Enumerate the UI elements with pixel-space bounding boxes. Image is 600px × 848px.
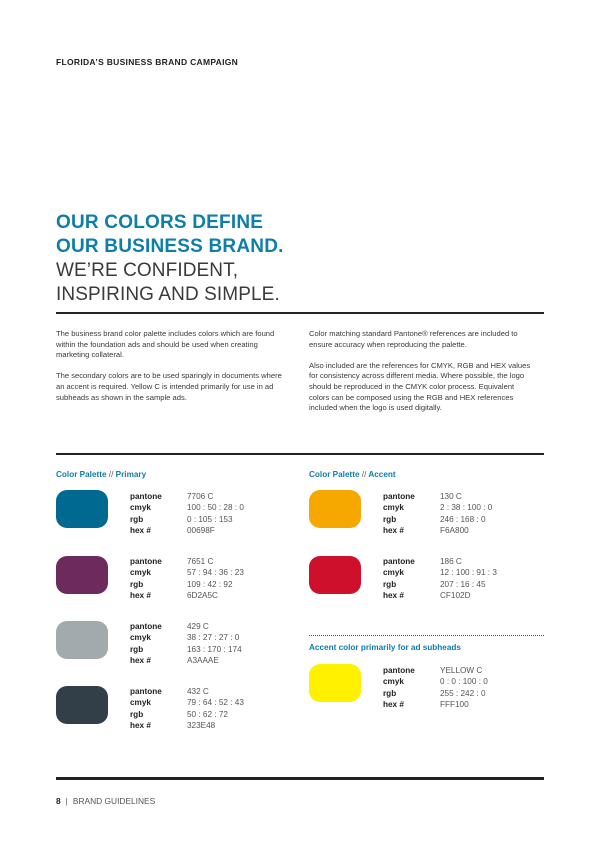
primary-title-sub: Primary (115, 470, 147, 479)
spec-rgb-value: 50 : 62 : 72 (187, 709, 228, 719)
spec-hex-value: 6D2A5C (187, 590, 218, 600)
spec-label: rgb (130, 579, 144, 589)
intro-left-paragraph-2: The secondary colors are to be used sparingly in documents where an accent is required. Yellow C is intended primarily for use in ad subheads as shown in the sample ads. (56, 371, 282, 402)
primary-title-text: Color Palette (56, 470, 107, 479)
color-swatch-primary-2 (56, 556, 108, 594)
spec-pantone-value: 130 C (440, 492, 462, 501)
color-swatch-primary-4 (56, 686, 108, 724)
accent-title-text: Color Palette (309, 470, 360, 479)
spec-label: pantone (130, 687, 162, 696)
dotted-divider (309, 635, 544, 636)
accent-title-sub: Accent (368, 470, 396, 479)
intro-left-column (56, 329, 284, 403)
spec-label: cmyk (130, 503, 151, 513)
headline-line-2: OUR BUSINESS BRAND. (56, 236, 284, 257)
spec-label: rgb (130, 644, 144, 654)
spec-label: cmyk (130, 568, 151, 578)
spec-pantone-value: 429 C (187, 622, 209, 631)
color-spec-primary-1 (130, 491, 244, 536)
footer-separator: | (65, 796, 68, 806)
spec-pantone-value: 7706 C (187, 492, 214, 501)
divider-middle (56, 453, 544, 455)
spec-label: rgb (383, 688, 397, 698)
headline-line-1: OUR COLORS DEFINE (56, 212, 264, 233)
spec-label: pantone (130, 492, 162, 501)
color-swatch-primary-1 (56, 490, 108, 528)
color-swatch-subhead (309, 664, 361, 702)
spec-label: hex # (383, 699, 404, 709)
spec-pantone-value: 7651 C (187, 557, 214, 566)
spec-hex-value: 00698F (187, 525, 215, 535)
spec-label: pantone (130, 622, 162, 631)
color-swatch-accent-1 (309, 490, 361, 528)
divider-bottom (56, 777, 544, 780)
spec-cmyk-value: 38 : 27 : 27 : 0 (187, 633, 240, 643)
color-spec-primary-4 (130, 686, 244, 731)
spec-label: hex # (130, 720, 151, 730)
primary-palette-title (56, 470, 146, 479)
intro-right-column (309, 329, 535, 414)
spec-label: pantone (383, 666, 415, 675)
spec-rgb-value: 255 : 242 : 0 (440, 688, 486, 698)
spec-cmyk-value: 79 : 64 : 52 : 43 (187, 698, 244, 708)
spec-cmyk-value: 57 : 94 : 36 : 23 (187, 568, 244, 578)
spec-hex-value: A3AAAE (187, 655, 219, 665)
spec-label: cmyk (383, 677, 404, 687)
spec-label: rgb (383, 514, 397, 524)
color-spec-accent-1 (383, 491, 492, 536)
spec-label: hex # (130, 525, 151, 535)
spec-hex-value: CF102D (440, 590, 471, 600)
spec-label: rgb (130, 514, 144, 524)
spec-hex-value: F6A800 (440, 525, 469, 535)
intro-left-paragraph-1: The business brand color palette includes colors which are found within the foundation ads and should be used when creating marketing collateral. (56, 329, 275, 360)
page-number: 8 (56, 796, 61, 806)
document-header: FLORIDA’S BUSINESS BRAND CAMPAIGN (56, 57, 239, 67)
spec-label: cmyk (383, 503, 404, 513)
spec-cmyk-value: 100 : 50 : 28 : 0 (187, 503, 244, 513)
spec-label: hex # (130, 590, 151, 600)
spec-label: cmyk (130, 633, 151, 643)
spec-label: pantone (383, 492, 415, 501)
intro-right-paragraph-1: Color matching standard Pantone® references are included to ensure accuracy when reproducing the palette. (309, 329, 518, 349)
spec-label: cmyk (130, 698, 151, 708)
spec-label: hex # (130, 655, 151, 665)
spec-rgb-value: 207 : 16 : 45 (440, 579, 486, 589)
headline-line-4: INSPIRING AND SIMPLE. (56, 284, 280, 305)
accent-title-separator: // (361, 470, 367, 479)
primary-title-separator: // (108, 470, 114, 479)
spec-label: pantone (383, 557, 415, 566)
spec-label: cmyk (383, 568, 404, 578)
spec-rgb-value: 0 : 105 : 153 (187, 514, 233, 524)
spec-cmyk-value: 12 : 100 : 91 : 3 (440, 568, 497, 578)
spec-rgb-value: 246 : 168 : 0 (440, 514, 486, 524)
spec-rgb-value: 163 : 170 : 174 (187, 644, 242, 654)
spec-rgb-value: 109 : 42 : 92 (187, 579, 233, 589)
spec-pantone-value: YELLOW C (440, 666, 483, 675)
spec-pantone-value: 432 C (187, 687, 209, 696)
color-spec-subhead (383, 665, 488, 710)
headline-line-3: WE’RE CONFIDENT, (56, 260, 239, 281)
footer-label: BRAND GUIDELINES (72, 796, 156, 806)
spec-label: rgb (383, 579, 397, 589)
spec-pantone-value: 186 C (440, 557, 462, 566)
color-swatch-primary-3 (56, 621, 108, 659)
page-headline (56, 211, 284, 307)
intro-right-paragraph-2: Also included are the references for CMYK, RGB and HEX values for consistency across different media. Where possible, the logo should be reproduced in the CMYK color process. Equivalent colors can be composed using the RGB and HEX references included when the logo is used digitally. (309, 360, 531, 413)
color-swatch-accent-2 (309, 556, 361, 594)
spec-hex-value: FFF100 (440, 699, 469, 709)
accent-palette-title (309, 470, 396, 479)
color-spec-primary-2 (130, 556, 244, 601)
spec-label: hex # (383, 590, 404, 600)
color-spec-accent-2 (383, 556, 497, 601)
color-spec-primary-3 (130, 621, 242, 666)
spec-label: hex # (383, 525, 404, 535)
spec-cmyk-value: 2 : 38 : 100 : 0 (440, 503, 493, 513)
spec-label: rgb (130, 709, 144, 719)
subhead-color-title: Accent color primarily for ad subheads (309, 643, 461, 652)
spec-label: pantone (130, 557, 162, 566)
spec-cmyk-value: 0 : 0 : 100 : 0 (440, 677, 488, 687)
page-footer (56, 796, 155, 806)
spec-hex-value: 323E48 (187, 720, 216, 730)
divider-top (56, 312, 544, 314)
